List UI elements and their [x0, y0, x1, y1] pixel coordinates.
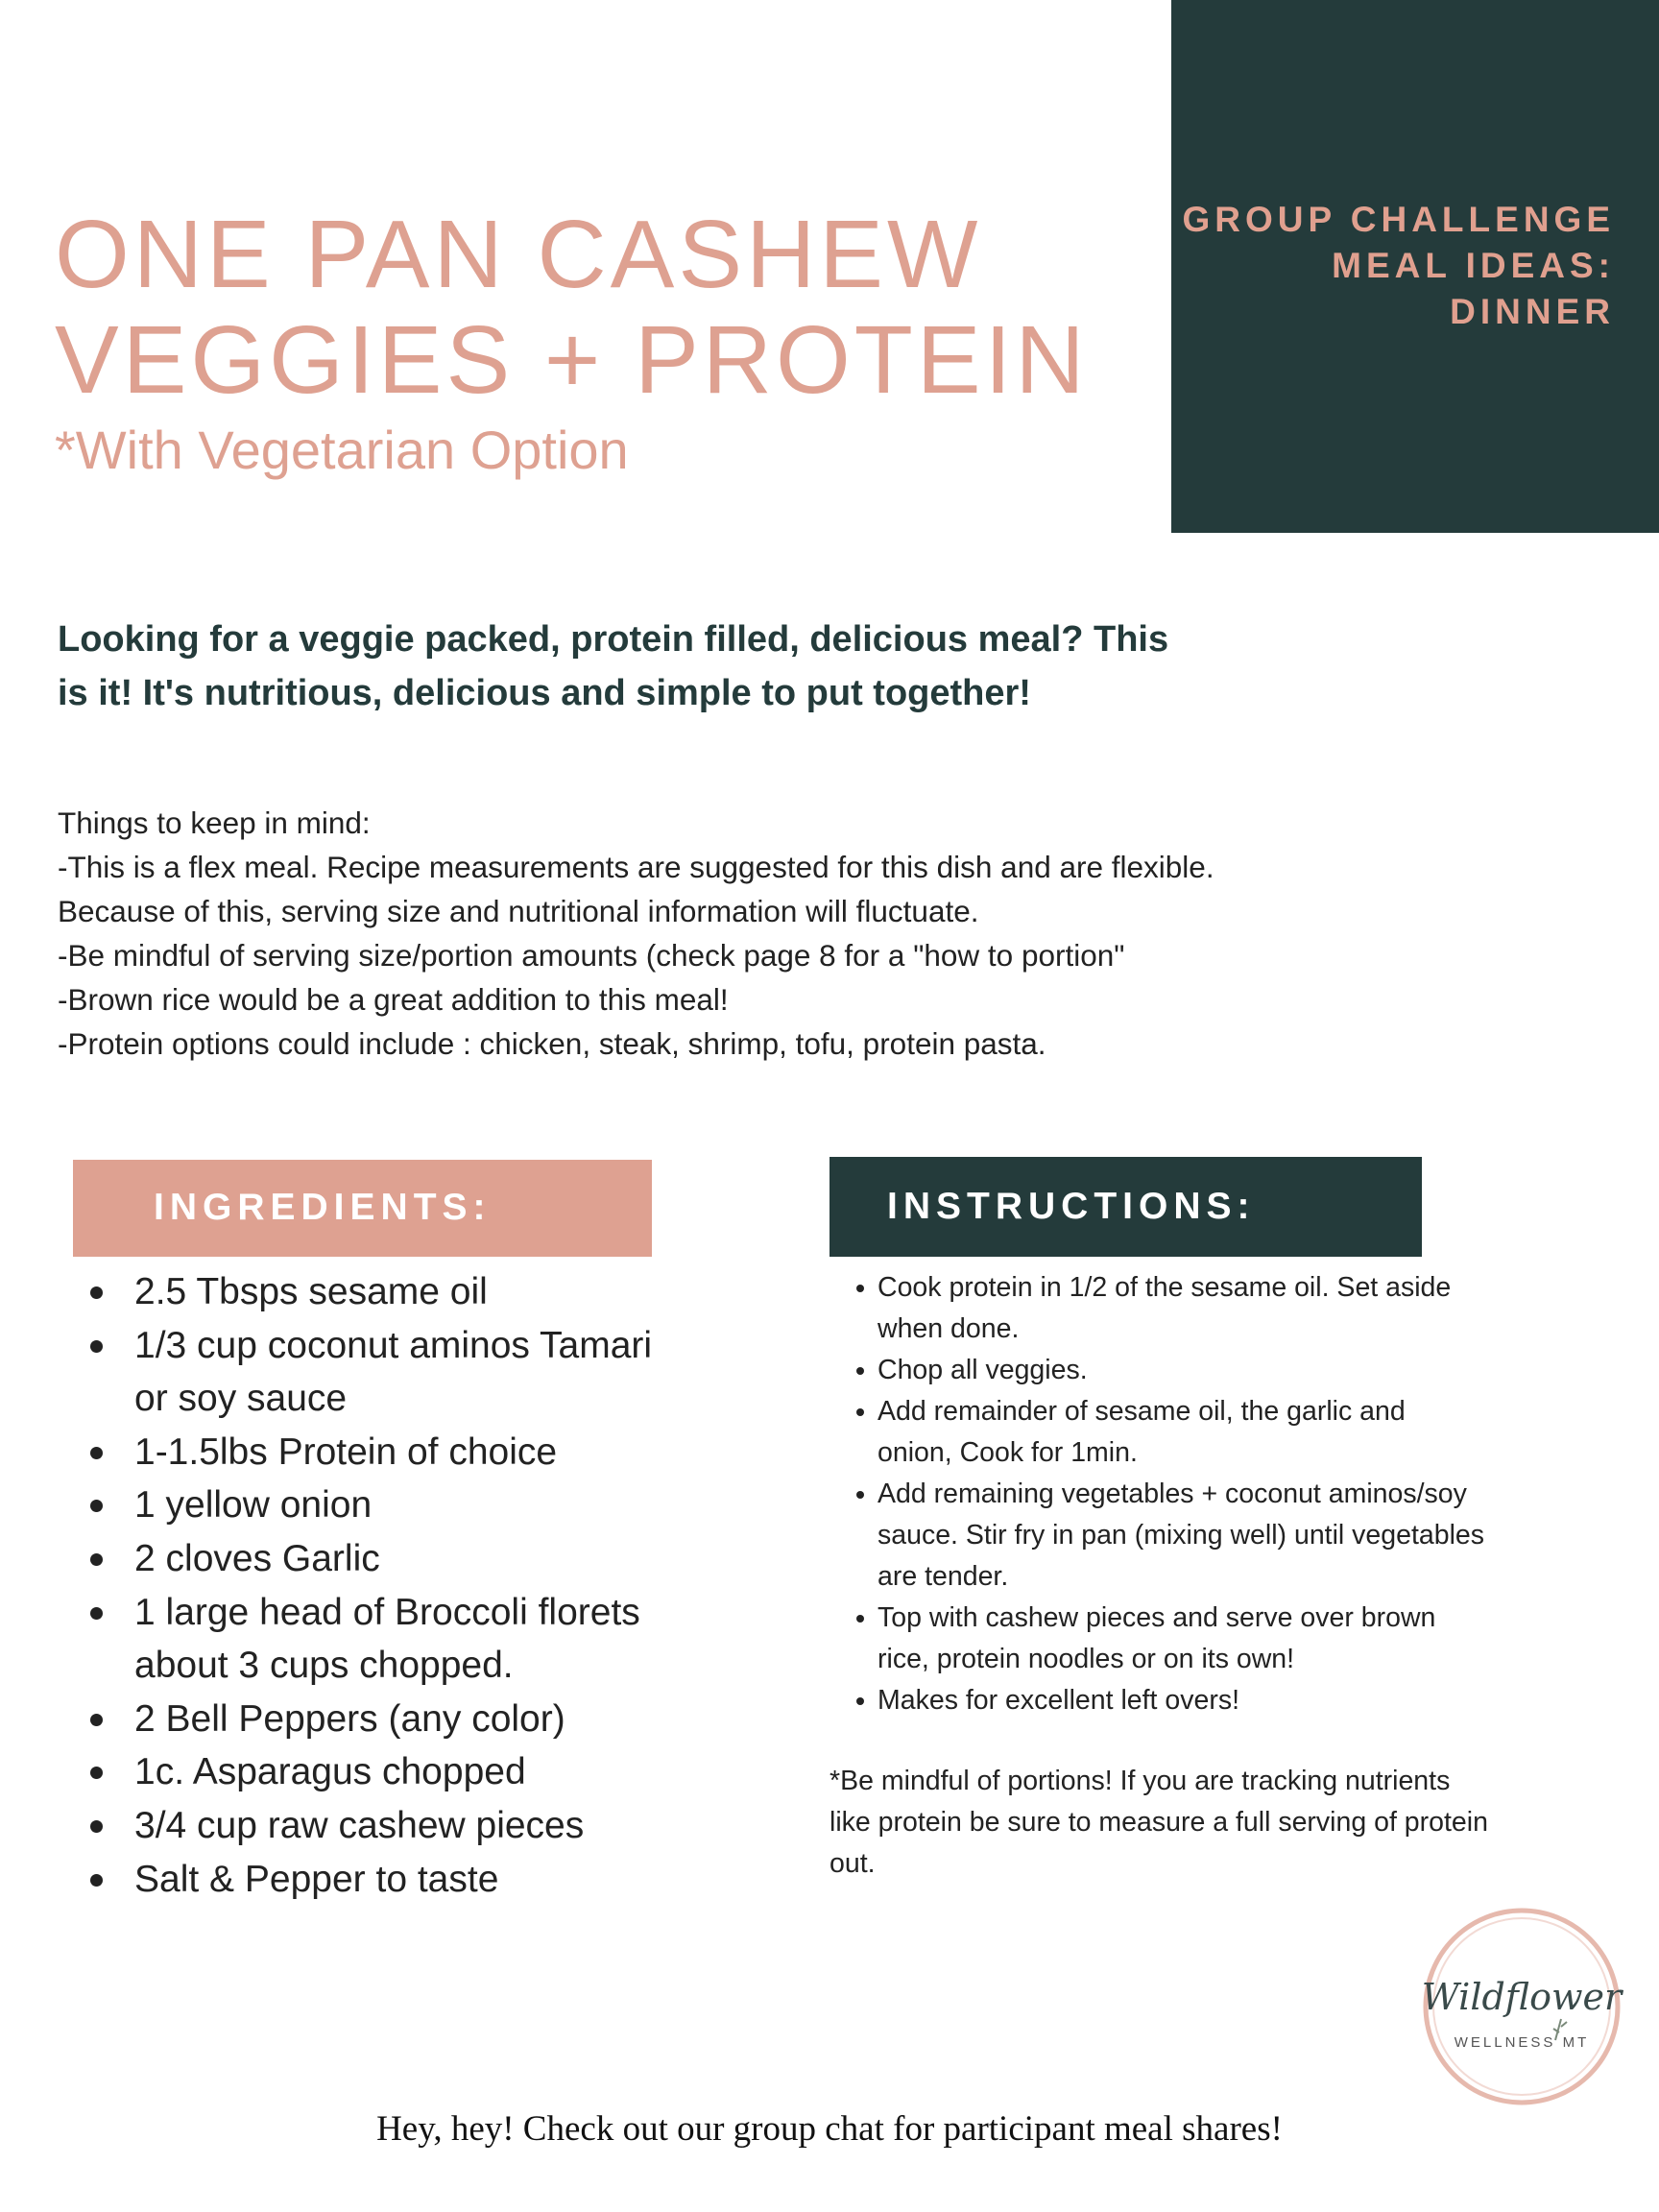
tag-line-3: DINNER	[1450, 292, 1615, 331]
notes-line: -This is a flex meal. Recipe measurements are suggested for this dish and are flexible.	[58, 850, 1214, 884]
notes-block	[58, 801, 1402, 1066]
step-text: Top with cashew pieces and serve over brown rice, protein noodles or on its own!	[878, 1602, 1436, 1674]
step-text: Add remainder of sesame oil, the garlic and onion, Cook for 1min.	[878, 1396, 1406, 1468]
ingredients-list	[88, 1265, 684, 1906]
notes-line: -Protein options could include : chicken, steak, shrimp, tofu, protein pasta.	[58, 1026, 1046, 1061]
list-item	[88, 1479, 684, 1532]
bullet-icon	[856, 1615, 864, 1623]
bullet-icon	[856, 1408, 864, 1416]
corner-banner	[1171, 0, 1659, 533]
portion-tip: *Be mindful of portions! If you are tracking nutrients like protein be sure to measure a full serving of protein out.	[830, 1766, 1488, 1879]
bullet-icon	[90, 1607, 103, 1620]
notes-line: Things to keep in mind:	[58, 805, 371, 840]
list-item	[88, 1586, 684, 1693]
bullet-icon	[856, 1491, 864, 1499]
ingredient-text: 1c. Asparagus chopped	[134, 1751, 526, 1793]
ingredients-heading: INGREDIENTS:	[154, 1187, 492, 1228]
ingredient-text: 2 cloves Garlic	[134, 1537, 380, 1579]
notes-line: Because of this, serving size and nutritional information will fluctuate.	[58, 894, 979, 928]
challenge-tag	[1182, 197, 1615, 335]
bullet-icon	[856, 1697, 864, 1705]
recipe-subtitle: *With Vegetarian Option	[55, 420, 629, 480]
list-item	[853, 1391, 1486, 1474]
bullet-icon	[90, 1767, 103, 1779]
ingredient-text: 3/4 cup raw cashew pieces	[134, 1804, 585, 1846]
instructions-heading: INSTRUCTIONS:	[887, 1186, 1256, 1227]
tag-line-1: GROUP CHALLENGE	[1182, 200, 1615, 239]
ingredients-header	[73, 1160, 652, 1257]
step-text: Cook protein in 1/2 of the sesame oil. Set aside when done.	[878, 1272, 1452, 1344]
bullet-icon	[90, 1340, 103, 1353]
footer-note: Hey, hey! Check out our group chat for participant meal shares!	[376, 2109, 1283, 2149]
notes-line: -Brown rice would be a great addition to this meal!	[58, 982, 729, 1017]
ingredient-text: 2.5 Tbsps sesame oil	[134, 1271, 488, 1312]
bullet-icon	[90, 1820, 103, 1833]
step-text: Makes for excellent left overs!	[878, 1685, 1239, 1716]
list-item	[88, 1745, 684, 1799]
bullet-icon	[90, 1286, 103, 1299]
ingredient-text: 1 large head of Broccoli florets about 3 cups chopped.	[134, 1591, 640, 1687]
bullet-icon	[90, 1874, 103, 1887]
tag-line-2: MEAL IDEAS:	[1332, 246, 1615, 285]
list-item	[88, 1693, 684, 1746]
bullet-icon	[856, 1367, 864, 1375]
bullet-icon	[90, 1714, 103, 1726]
list-item	[853, 1350, 1486, 1391]
title-line-2: VEGGIES + PROTEIN	[55, 306, 1089, 414]
notes-line: -Be mindful of serving size/portion amounts (check page 8 for a "how to portion"	[58, 938, 1125, 973]
ingredient-text: 1/3 cup coconut aminos Tamari or soy sauce	[134, 1324, 653, 1420]
ingredient-text: 1-1.5lbs Protein of choice	[134, 1431, 558, 1473]
intro-text	[58, 613, 1277, 720]
recipe-title	[55, 202, 1140, 413]
step-text: Add remaining vegetables + coconut aminos/soy sauce. Stir fry in pan (mixing well) until vegetables are tender.	[878, 1479, 1485, 1592]
list-item	[88, 1426, 684, 1479]
list-item	[853, 1680, 1486, 1721]
logo-script: Wildflower	[1421, 1976, 1623, 2018]
list-item	[88, 1799, 684, 1853]
ingredient-text: 1 yellow onion	[134, 1484, 373, 1527]
list-item	[853, 1598, 1486, 1680]
list-item	[853, 1474, 1486, 1598]
intro-line-1: Looking for a veggie packed, protein filled, delicious meal? This	[58, 619, 1169, 660]
list-item	[88, 1853, 684, 1907]
title-line-1: ONE PAN CASHEW	[55, 201, 982, 308]
instructions-header	[830, 1157, 1422, 1257]
step-text: Chop all veggies.	[878, 1355, 1088, 1385]
bullet-icon	[90, 1447, 103, 1459]
bullet-icon	[856, 1285, 864, 1292]
ingredient-text: 2 Bell Peppers (any color)	[134, 1697, 565, 1740]
wildflower-logo	[1411, 1896, 1632, 2117]
list-item	[853, 1267, 1486, 1350]
logo-subtext: WELLNESS MT	[1454, 2034, 1590, 2051]
list-item	[88, 1532, 684, 1586]
list-item	[88, 1265, 684, 1319]
instructions-list	[853, 1267, 1486, 1721]
intro-line-2: is it! It's nutritious, delicious and simple to put together!	[58, 673, 1031, 713]
list-item	[88, 1319, 684, 1426]
bullet-icon	[90, 1553, 103, 1566]
ingredient-text: Salt & Pepper to taste	[134, 1858, 499, 1900]
bullet-icon	[90, 1500, 103, 1512]
